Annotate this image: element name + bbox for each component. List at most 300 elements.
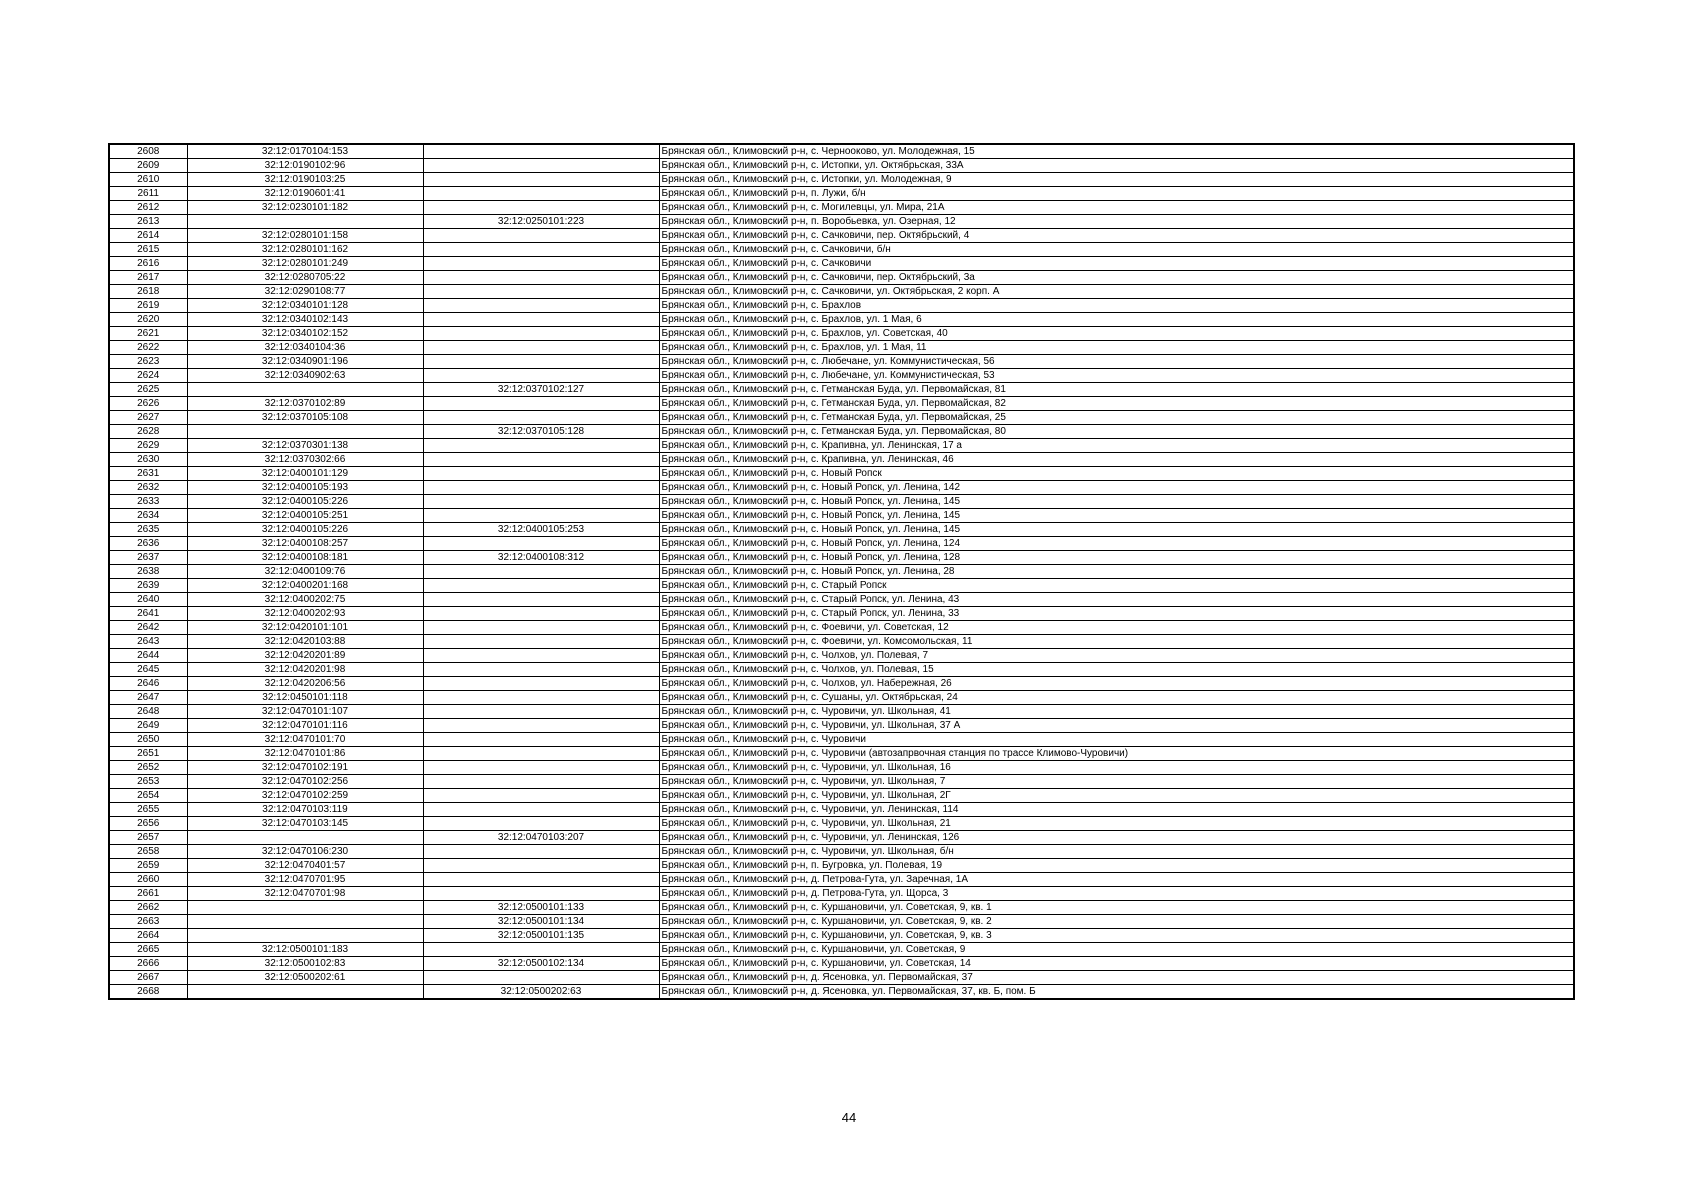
address-cell: Брянская обл., Климовский р-н, с. Новый Ропск, ул. Ленина, 145 <box>659 509 1574 523</box>
cadastral-number-cell: 32:12:0190102:96 <box>187 159 423 173</box>
table-row <box>109 467 1574 481</box>
table-row <box>109 551 1574 565</box>
address-cell: Брянская обл., Климовский р-н, с. Куршановичи, ул. Советская, 9 <box>659 943 1574 957</box>
cadastral-number-secondary-cell <box>423 775 659 789</box>
address-cell: Брянская обл., Климовский р-н, с. Гетманская Буда, ул. Первомайская, 80 <box>659 425 1574 439</box>
cadastral-number-secondary-cell <box>423 173 659 187</box>
address-cell: Брянская обл., Климовский р-н, с. Новый Ропск, ул. Ленина, 145 <box>659 495 1574 509</box>
cadastral-number-secondary-cell <box>423 621 659 635</box>
row-number-cell: 2616 <box>109 257 187 271</box>
row-number-cell: 2658 <box>109 845 187 859</box>
row-number-cell: 2642 <box>109 621 187 635</box>
address-cell: Брянская обл., Климовский р-н, с. Куршановичи, ул. Советская, 9, кв. 3 <box>659 929 1574 943</box>
row-number-cell: 2619 <box>109 299 187 313</box>
cadastral-number-cell: 32:12:0470401:57 <box>187 859 423 873</box>
table-row <box>109 523 1574 537</box>
table-row <box>109 957 1574 971</box>
cadastral-number-secondary-cell <box>423 159 659 173</box>
address-cell: Брянская обл., Климовский р-н, с. Крапивна, ул. Ленинская, 17 а <box>659 439 1574 453</box>
cadastral-number-secondary-cell <box>423 229 659 243</box>
table-row <box>109 481 1574 495</box>
table-row <box>109 733 1574 747</box>
cadastral-number-secondary-cell <box>423 439 659 453</box>
cadastral-number-cell: 32:12:0340102:143 <box>187 313 423 327</box>
cadastral-number-secondary-cell <box>423 971 659 985</box>
cadastral-number-cell: 32:12:0290108:77 <box>187 285 423 299</box>
table-row <box>109 845 1574 859</box>
address-cell: Брянская обл., Климовский р-н, с. Чуровичи <box>659 733 1574 747</box>
cadastral-number-cell: 32:12:0170104:153 <box>187 144 423 159</box>
address-cell: Брянская обл., Климовский р-н, с. Новый Ропск, ул. Ленина, 142 <box>659 481 1574 495</box>
row-number-cell: 2659 <box>109 859 187 873</box>
row-number-cell: 2630 <box>109 453 187 467</box>
cadastral-number-cell: 32:12:0500101:183 <box>187 943 423 957</box>
cadastral-number-secondary-cell: 32:12:0470103:207 <box>423 831 659 845</box>
address-cell: Брянская обл., Климовский р-н, с. Чуровичи, ул. Школьная, 2Г <box>659 789 1574 803</box>
cadastral-number-cell: 32:12:0370102:89 <box>187 397 423 411</box>
address-cell: Брянская обл., Климовский р-н, с. Чуровичи, ул. Школьная, 16 <box>659 761 1574 775</box>
cadastral-number-secondary-cell <box>423 649 659 663</box>
cadastral-number-secondary-cell: 32:12:0400108:312 <box>423 551 659 565</box>
address-cell: Брянская обл., Климовский р-н, д. Ясеновка, ул. Первомайская, 37, кв. Б, пом. Б <box>659 985 1574 1000</box>
cadastral-number-cell: 32:12:0340104:36 <box>187 341 423 355</box>
table-row <box>109 453 1574 467</box>
cadastral-number-secondary-cell <box>423 313 659 327</box>
row-number-cell: 2618 <box>109 285 187 299</box>
cadastral-number-cell: 32:12:0470103:119 <box>187 803 423 817</box>
cadastral-number-secondary-cell: 32:12:0250101:223 <box>423 215 659 229</box>
address-cell: Брянская обл., Климовский р-н, с. Гетманская Буда, ул. Первомайская, 81 <box>659 383 1574 397</box>
cadastral-number-cell: 32:12:0470701:95 <box>187 873 423 887</box>
table-row <box>109 691 1574 705</box>
table-row <box>109 943 1574 957</box>
table-row <box>109 817 1574 831</box>
address-cell: Брянская обл., Климовский р-н, с. Брахлов, ул. 1 Мая, 11 <box>659 341 1574 355</box>
cadastral-number-cell: 32:12:0400105:193 <box>187 481 423 495</box>
cadastral-number-secondary-cell <box>423 635 659 649</box>
cadastral-number-cell: 32:12:0420101:101 <box>187 621 423 635</box>
address-cell: Брянская обл., Климовский р-н, с. Гетманская Буда, ул. Первомайская, 25 <box>659 411 1574 425</box>
row-number-cell: 2664 <box>109 929 187 943</box>
table-row <box>109 789 1574 803</box>
address-cell: Брянская обл., Климовский р-н, с. Новый Ропск <box>659 467 1574 481</box>
table-row <box>109 719 1574 733</box>
row-number-cell: 2623 <box>109 355 187 369</box>
address-cell: Брянская обл., Климовский р-н, с. Сачковичи, пер. Октябрьский, 4 <box>659 229 1574 243</box>
cadastral-number-secondary-cell <box>423 327 659 341</box>
table-row <box>109 565 1574 579</box>
table-row <box>109 299 1574 313</box>
cadastral-number-cell: 32:12:0420206:56 <box>187 677 423 691</box>
row-number-cell: 2667 <box>109 971 187 985</box>
address-cell: Брянская обл., Климовский р-н, с. Чуровичи, ул. Ленинская, 114 <box>659 803 1574 817</box>
address-cell: Брянская обл., Климовский р-н, с. Фоевичи, ул. Советская, 12 <box>659 621 1574 635</box>
row-number-cell: 2636 <box>109 537 187 551</box>
cadastral-number-secondary-cell <box>423 663 659 677</box>
row-number-cell: 2646 <box>109 677 187 691</box>
cadastral-number-secondary-cell <box>423 859 659 873</box>
cadastral-number-cell: 32:12:0400108:181 <box>187 551 423 565</box>
cadastral-number-cell: 32:12:0340901:196 <box>187 355 423 369</box>
table-row <box>109 327 1574 341</box>
cadastral-number-cell <box>187 425 423 439</box>
address-cell: Брянская обл., Климовский р-н, с. Сачковичи, б/н <box>659 243 1574 257</box>
cadastral-number-cell: 32:12:0340101:128 <box>187 299 423 313</box>
cadastral-number-secondary-cell <box>423 201 659 215</box>
row-number-cell: 2628 <box>109 425 187 439</box>
table-row <box>109 761 1574 775</box>
cadastral-number-secondary-cell <box>423 285 659 299</box>
address-cell: Брянская обл., Климовский р-н, с. Могилевцы, ул. Мира, 21А <box>659 201 1574 215</box>
row-number-cell: 2609 <box>109 159 187 173</box>
table-row <box>109 285 1574 299</box>
cadastral-number-secondary-cell: 32:12:0500101:135 <box>423 929 659 943</box>
row-number-cell: 2611 <box>109 187 187 201</box>
cadastral-number-secondary-cell <box>423 873 659 887</box>
cadastral-number-cell: 32:12:0370301:138 <box>187 439 423 453</box>
cadastral-number-secondary-cell <box>423 397 659 411</box>
cadastral-number-secondary-cell <box>423 691 659 705</box>
table-row <box>109 873 1574 887</box>
table-row <box>109 187 1574 201</box>
row-number-cell: 2657 <box>109 831 187 845</box>
cadastral-number-cell: 32:12:0400105:226 <box>187 495 423 509</box>
cadastral-number-secondary-cell <box>423 565 659 579</box>
table-row <box>109 341 1574 355</box>
row-number-cell: 2631 <box>109 467 187 481</box>
table-row <box>109 369 1574 383</box>
cadastral-number-secondary-cell <box>423 187 659 201</box>
row-number-cell: 2627 <box>109 411 187 425</box>
address-cell: Брянская обл., Климовский р-н, с. Чуровичи, ул. Школьная, 41 <box>659 705 1574 719</box>
address-cell: Брянская обл., Климовский р-н, с. Сачковичи <box>659 257 1574 271</box>
table-row <box>109 621 1574 635</box>
cadastral-number-secondary-cell <box>423 453 659 467</box>
cadastral-number-secondary-cell <box>423 943 659 957</box>
address-cell: Брянская обл., Климовский р-н, д. Петрова-Гута, ул. Заречная, 1А <box>659 873 1574 887</box>
cadastral-number-cell: 32:12:0470101:86 <box>187 747 423 761</box>
table-row <box>109 159 1574 173</box>
row-number-cell: 2639 <box>109 579 187 593</box>
table-row <box>109 887 1574 901</box>
row-number-cell: 2666 <box>109 957 187 971</box>
table-row <box>109 635 1574 649</box>
row-number-cell: 2610 <box>109 173 187 187</box>
cadastral-number-cell: 32:12:0370105:108 <box>187 411 423 425</box>
cadastral-number-secondary-cell: 32:12:0370105:128 <box>423 425 659 439</box>
cadastral-number-cell: 32:12:0400109:76 <box>187 565 423 579</box>
cadastral-number-secondary-cell <box>423 761 659 775</box>
row-number-cell: 2625 <box>109 383 187 397</box>
row-number-cell: 2622 <box>109 341 187 355</box>
row-number-cell: 2651 <box>109 747 187 761</box>
cadastral-number-secondary-cell <box>423 271 659 285</box>
cadastral-number-cell: 32:12:0470102:256 <box>187 775 423 789</box>
address-cell: Брянская обл., Климовский р-н, с. Фоевичи, ул. Комсомольская, 11 <box>659 635 1574 649</box>
cadastral-number-cell: 32:12:0400202:75 <box>187 593 423 607</box>
cadastral-number-cell <box>187 215 423 229</box>
cadastral-number-cell: 32:12:0190601:41 <box>187 187 423 201</box>
cadastral-number-secondary-cell <box>423 299 659 313</box>
row-number-cell: 2661 <box>109 887 187 901</box>
cadastral-number-cell: 32:12:0280101:249 <box>187 257 423 271</box>
cadastral-number-cell: 32:12:0470103:145 <box>187 817 423 831</box>
row-number-cell: 2660 <box>109 873 187 887</box>
table-row <box>109 803 1574 817</box>
address-cell: Брянская обл., Климовский р-н, с. Сачковичи, ул. Октябрьская, 2 корп. А <box>659 285 1574 299</box>
address-cell: Брянская обл., Климовский р-н, с. Новый Ропск, ул. Ленина, 128 <box>659 551 1574 565</box>
cadastral-number-cell <box>187 915 423 929</box>
address-cell: Брянская обл., Климовский р-н, с. Новый Ропск, ул. Ленина, 145 <box>659 523 1574 537</box>
cadastral-number-secondary-cell: 32:12:0400105:253 <box>423 523 659 537</box>
table-row <box>109 831 1574 845</box>
cadastral-number-cell: 32:12:0340102:152 <box>187 327 423 341</box>
cadastral-number-cell: 32:12:0420103:88 <box>187 635 423 649</box>
address-cell: Брянская обл., Климовский р-н, с. Чернооково, ул. Молодежная, 15 <box>659 144 1574 159</box>
table-row <box>109 271 1574 285</box>
table-row <box>109 775 1574 789</box>
page-number: 44 <box>841 1110 857 1125</box>
table-row <box>109 537 1574 551</box>
table-row <box>109 425 1574 439</box>
address-cell: Брянская обл., Климовский р-н, с. Чуровичи, ул. Ленинская, 126 <box>659 831 1574 845</box>
table-row <box>109 397 1574 411</box>
address-cell: Брянская обл., Климовский р-н, д. Петрова-Гута, ул. Щорса, 3 <box>659 887 1574 901</box>
row-number-cell: 2624 <box>109 369 187 383</box>
table-row <box>109 439 1574 453</box>
row-number-cell: 2612 <box>109 201 187 215</box>
cadastral-number-secondary-cell <box>423 817 659 831</box>
table-row <box>109 411 1574 425</box>
cadastral-number-cell: 32:12:0470101:116 <box>187 719 423 733</box>
table-row <box>109 495 1574 509</box>
address-cell: Брянская обл., Климовский р-н, с. Чолхов, ул. Набережная, 26 <box>659 677 1574 691</box>
cadastral-number-secondary-cell <box>423 593 659 607</box>
address-cell: Брянская обл., Климовский р-н, с. Любечане, ул. Коммунистическая, 53 <box>659 369 1574 383</box>
address-cell: Брянская обл., Климовский р-н, д. Ясеновка, ул. Первомайская, 37 <box>659 971 1574 985</box>
cadastral-number-cell <box>187 901 423 915</box>
cadastral-number-cell: 32:12:0470102:191 <box>187 761 423 775</box>
cadastral-number-secondary-cell <box>423 747 659 761</box>
row-number-cell: 2626 <box>109 397 187 411</box>
row-number-cell: 2648 <box>109 705 187 719</box>
row-number-cell: 2613 <box>109 215 187 229</box>
row-number-cell: 2641 <box>109 607 187 621</box>
row-number-cell: 2647 <box>109 691 187 705</box>
table-row <box>109 901 1574 915</box>
cadastral-number-cell: 32:12:0470102:259 <box>187 789 423 803</box>
cadastral-number-secondary-cell: 32:12:0370102:127 <box>423 383 659 397</box>
address-cell: Брянская обл., Климовский р-н, с. Чуровичи, ул. Школьная, 37 А <box>659 719 1574 733</box>
table-row <box>109 173 1574 187</box>
address-cell: Брянская обл., Климовский р-н, п. Лужи, б/н <box>659 187 1574 201</box>
cadastral-number-cell: 32:12:0190103:25 <box>187 173 423 187</box>
cadastral-number-cell: 32:12:0400105:251 <box>187 509 423 523</box>
cadastral-number-secondary-cell <box>423 481 659 495</box>
cadastral-number-cell: 32:12:0370302:66 <box>187 453 423 467</box>
cadastral-number-cell: 32:12:0450101:118 <box>187 691 423 705</box>
address-cell: Брянская обл., Климовский р-н, п. Бугровка, ул. Полевая, 19 <box>659 859 1574 873</box>
row-number-cell: 2638 <box>109 565 187 579</box>
cadastral-number-cell: 32:12:0500102:83 <box>187 957 423 971</box>
row-number-cell: 2645 <box>109 663 187 677</box>
address-cell: Брянская обл., Климовский р-н, с. Старый Ропск <box>659 579 1574 593</box>
address-cell: Брянская обл., Климовский р-н, с. Истопки, ул. Молодежная, 9 <box>659 173 1574 187</box>
table-row <box>109 579 1574 593</box>
table-row <box>109 663 1574 677</box>
row-number-cell: 2633 <box>109 495 187 509</box>
cadastral-number-cell: 32:12:0280101:162 <box>187 243 423 257</box>
cadastral-number-secondary-cell: 32:12:0500101:134 <box>423 915 659 929</box>
table-row <box>109 593 1574 607</box>
address-cell: Брянская обл., Климовский р-н, с. Брахлов <box>659 299 1574 313</box>
address-cell: Брянская обл., Климовский р-н, с. Куршановичи, ул. Советская, 9, кв. 2 <box>659 915 1574 929</box>
cadastral-number-cell <box>187 383 423 397</box>
cadastral-number-secondary-cell <box>423 719 659 733</box>
row-number-cell: 2640 <box>109 593 187 607</box>
table-row <box>109 313 1574 327</box>
table-row <box>109 509 1574 523</box>
cadastral-number-secondary-cell <box>423 355 659 369</box>
row-number-cell: 2608 <box>109 144 187 159</box>
cadastral-number-secondary-cell <box>423 845 659 859</box>
address-cell: Брянская обл., Климовский р-н, с. Старый Ропск, ул. Ленина, 43 <box>659 593 1574 607</box>
address-cell: Брянская обл., Климовский р-н, с. Новый Ропск, ул. Ленина, 124 <box>659 537 1574 551</box>
table-row <box>109 649 1574 663</box>
cadastral-number-cell: 32:12:0280705:22 <box>187 271 423 285</box>
address-cell: Брянская обл., Климовский р-н, с. Гетманская Буда, ул. Первомайская, 82 <box>659 397 1574 411</box>
row-number-cell: 2668 <box>109 985 187 1000</box>
cadastral-number-secondary-cell <box>423 789 659 803</box>
cadastral-number-secondary-cell <box>423 537 659 551</box>
row-number-cell: 2629 <box>109 439 187 453</box>
cadastral-number-cell: 32:12:0400202:93 <box>187 607 423 621</box>
row-number-cell: 2654 <box>109 789 187 803</box>
address-cell: Брянская обл., Климовский р-н, с. Сушаны, ул. Октябрьская, 24 <box>659 691 1574 705</box>
table-row <box>109 383 1574 397</box>
cadastral-number-cell: 32:12:0420201:98 <box>187 663 423 677</box>
cadastral-number-secondary-cell <box>423 803 659 817</box>
table-row <box>109 229 1574 243</box>
table-row <box>109 201 1574 215</box>
cadastral-number-secondary-cell <box>423 144 659 159</box>
cadastral-number-cell: 32:12:0230101:182 <box>187 201 423 215</box>
row-number-cell: 2614 <box>109 229 187 243</box>
table-row <box>109 929 1574 943</box>
address-cell: Брянская обл., Климовский р-н, с. Любечане, ул. Коммунистическая, 56 <box>659 355 1574 369</box>
cadastral-number-secondary-cell <box>423 579 659 593</box>
cadastral-number-secondary-cell <box>423 411 659 425</box>
row-number-cell: 2652 <box>109 761 187 775</box>
address-cell: Брянская обл., Климовский р-н, с. Истопки, ул. Октябрьская, 33А <box>659 159 1574 173</box>
address-cell: Брянская обл., Климовский р-н, с. Брахлов, ул. Советская, 40 <box>659 327 1574 341</box>
registry-table <box>108 143 1575 1000</box>
cadastral-number-cell: 32:12:0470106:230 <box>187 845 423 859</box>
cadastral-number-secondary-cell <box>423 495 659 509</box>
cadastral-number-cell: 32:12:0400101:129 <box>187 467 423 481</box>
row-number-cell: 2649 <box>109 719 187 733</box>
cadastral-number-secondary-cell <box>423 705 659 719</box>
row-number-cell: 2635 <box>109 523 187 537</box>
row-number-cell: 2643 <box>109 635 187 649</box>
table-row <box>109 971 1574 985</box>
cadastral-number-secondary-cell <box>423 341 659 355</box>
row-number-cell: 2650 <box>109 733 187 747</box>
cadastral-number-secondary-cell <box>423 677 659 691</box>
table-row <box>109 915 1574 929</box>
cadastral-number-cell: 32:12:0400108:257 <box>187 537 423 551</box>
cadastral-number-cell <box>187 831 423 845</box>
table-row <box>109 355 1574 369</box>
cadastral-number-cell <box>187 929 423 943</box>
table-row <box>109 859 1574 873</box>
table-row <box>109 705 1574 719</box>
address-cell: Брянская обл., Климовский р-н, с. Крапивна, ул. Ленинская, 46 <box>659 453 1574 467</box>
row-number-cell: 2662 <box>109 901 187 915</box>
row-number-cell: 2621 <box>109 327 187 341</box>
cadastral-number-cell: 32:12:0340902:63 <box>187 369 423 383</box>
cadastral-number-secondary-cell <box>423 369 659 383</box>
address-cell: Брянская обл., Климовский р-н, с. Куршановичи, ул. Советская, 14 <box>659 957 1574 971</box>
cadastral-number-cell: 32:12:0470101:107 <box>187 705 423 719</box>
row-number-cell: 2663 <box>109 915 187 929</box>
row-number-cell: 2655 <box>109 803 187 817</box>
address-cell: Брянская обл., Климовский р-н, с. Чуровичи, ул. Школьная, б/н <box>659 845 1574 859</box>
table-row <box>109 985 1574 1000</box>
cadastral-number-secondary-cell <box>423 243 659 257</box>
cadastral-number-secondary-cell <box>423 467 659 481</box>
address-cell: Брянская обл., Климовский р-н, с. Чолхов, ул. Полевая, 15 <box>659 663 1574 677</box>
address-cell: Брянская обл., Климовский р-н, с. Новый Ропск, ул. Ленина, 28 <box>659 565 1574 579</box>
cadastral-number-secondary-cell <box>423 607 659 621</box>
row-number-cell: 2615 <box>109 243 187 257</box>
row-number-cell: 2665 <box>109 943 187 957</box>
registry-table-body <box>109 144 1574 999</box>
cadastral-number-secondary-cell: 32:12:0500101:133 <box>423 901 659 915</box>
address-cell: Брянская обл., Климовский р-н, с. Чуровичи, ул. Школьная, 7 <box>659 775 1574 789</box>
address-cell: Брянская обл., Климовский р-н, с. Брахлов, ул. 1 Мая, 6 <box>659 313 1574 327</box>
row-number-cell: 2644 <box>109 649 187 663</box>
cadastral-number-secondary-cell: 32:12:0500102:134 <box>423 957 659 971</box>
row-number-cell: 2653 <box>109 775 187 789</box>
table-row <box>109 144 1574 159</box>
cadastral-number-cell: 32:12:0500202:61 <box>187 971 423 985</box>
address-cell: Брянская обл., Климовский р-н, с. Чуровичи, ул. Школьная, 21 <box>659 817 1574 831</box>
address-cell: Брянская обл., Климовский р-н, с. Чуровичи (автозапрвочная станция по трассе Климово-Чуровичи) <box>659 747 1574 761</box>
table-row <box>109 677 1574 691</box>
table-row <box>109 215 1574 229</box>
address-cell: Брянская обл., Климовский р-н, с. Чолхов, ул. Полевая, 7 <box>659 649 1574 663</box>
address-cell: Брянская обл., Климовский р-н, с. Куршановичи, ул. Советская, 9, кв. 1 <box>659 901 1574 915</box>
row-number-cell: 2617 <box>109 271 187 285</box>
cadastral-number-cell: 32:12:0400201:168 <box>187 579 423 593</box>
cadastral-number-cell: 32:12:0400105:226 <box>187 523 423 537</box>
table-row <box>109 243 1574 257</box>
row-number-cell: 2632 <box>109 481 187 495</box>
cadastral-number-cell: 32:12:0470101:70 <box>187 733 423 747</box>
cadastral-number-secondary-cell <box>423 733 659 747</box>
cadastral-number-secondary-cell <box>423 509 659 523</box>
address-cell: Брянская обл., Климовский р-н, с. Старый Ропск, ул. Ленина, 33 <box>659 607 1574 621</box>
cadastral-number-secondary-cell <box>423 257 659 271</box>
table-row <box>109 607 1574 621</box>
cadastral-number-cell: 32:12:0280101:158 <box>187 229 423 243</box>
table-row <box>109 747 1574 761</box>
cadastral-number-cell: 32:12:0420201:89 <box>187 649 423 663</box>
row-number-cell: 2637 <box>109 551 187 565</box>
row-number-cell: 2656 <box>109 817 187 831</box>
cadastral-number-cell <box>187 985 423 1000</box>
